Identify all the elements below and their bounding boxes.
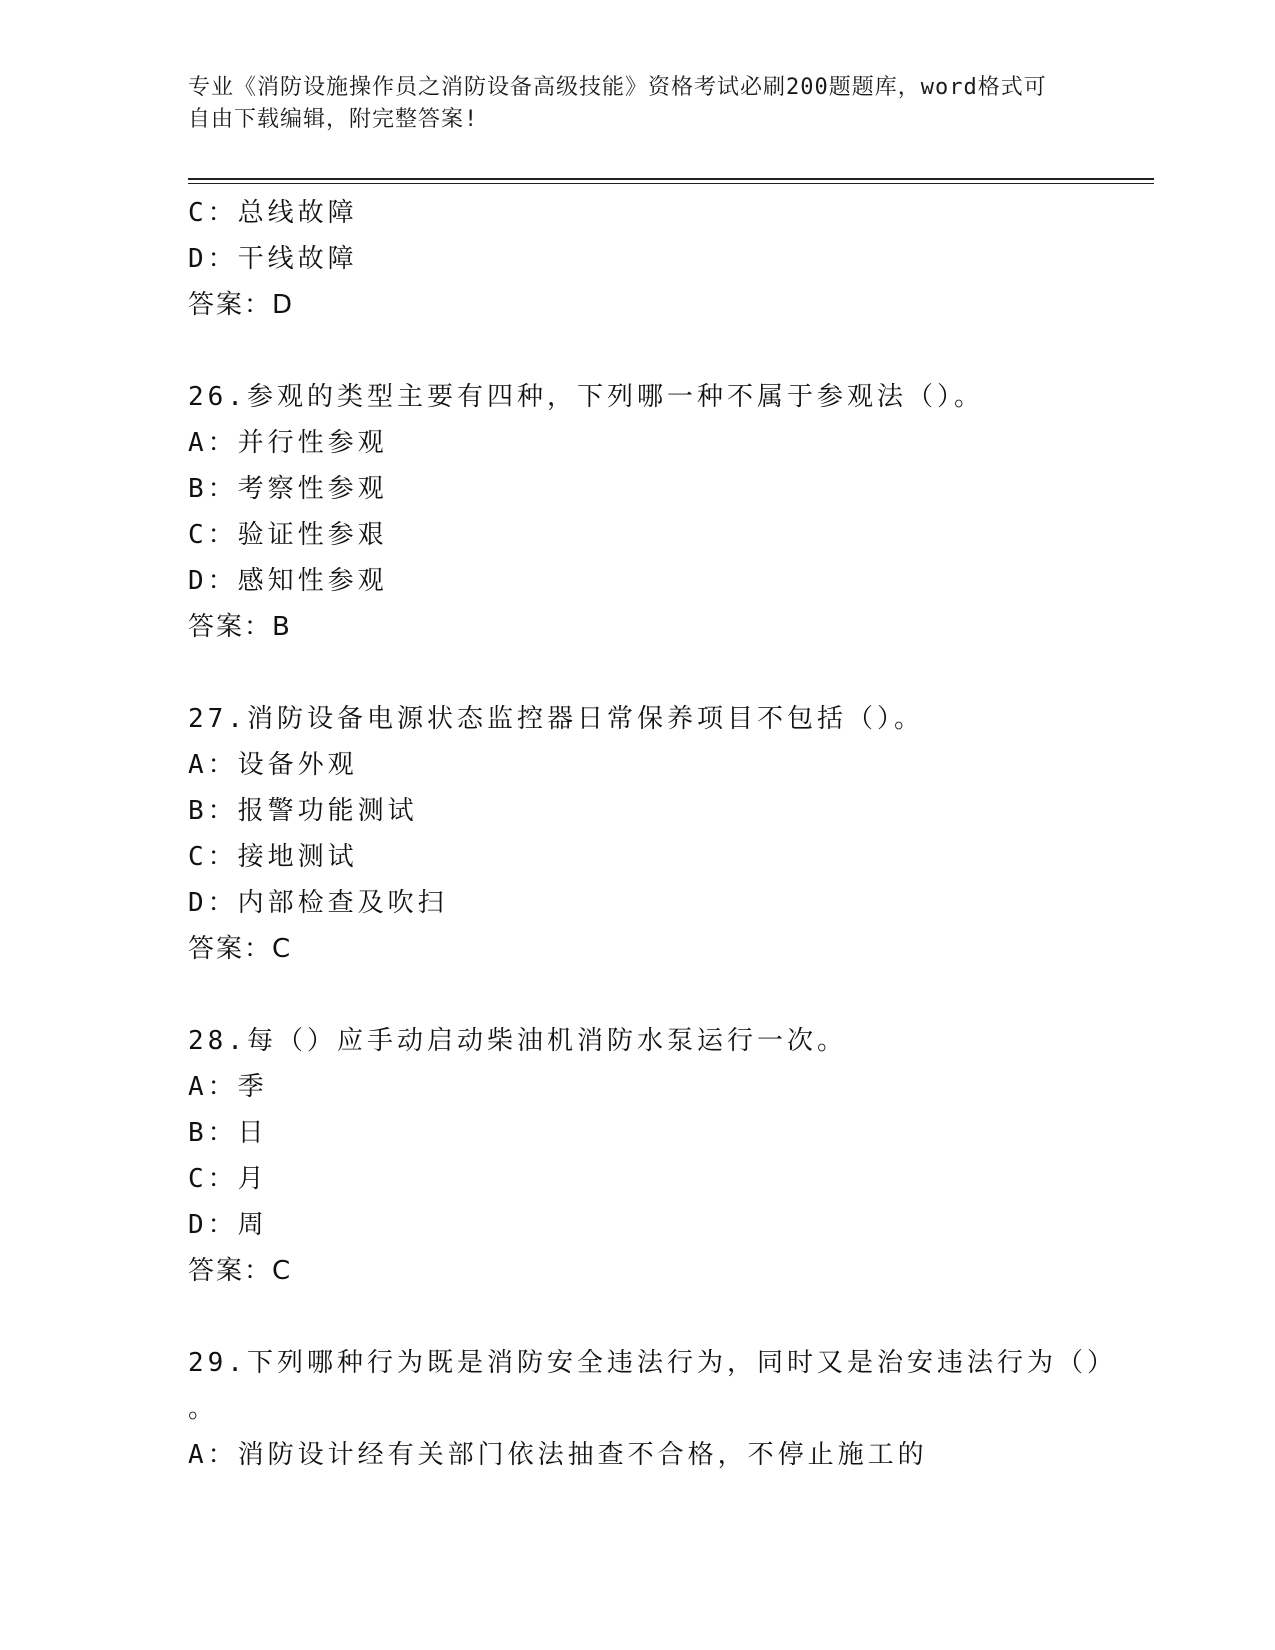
page-header: 专业《消防设施操作员之消防设备高级技能》资格考试必刷200题题库，word格式可自由下载编辑，附完整答案! <box>188 75 1047 132</box>
option-c: C：接地测试 <box>188 842 358 872</box>
option-b: B：日 <box>188 1118 268 1148</box>
question-text: 29.下列哪种行为既是消防安全违法行为，同时又是治安违法行为（） <box>188 1348 1117 1378</box>
question-text: 26.参观的类型主要有四种，下列哪一种不属于参观法（）。 <box>188 382 984 412</box>
option-c: C：月 <box>188 1164 268 1194</box>
option-d: D：感知性参观 <box>188 566 388 596</box>
question-text-tail: 。 <box>188 1394 215 1424</box>
answer: 答案：B <box>188 612 292 642</box>
option-d: D：内部检查及吹扫 <box>188 888 448 918</box>
option-d: D：干线故障 <box>188 244 358 274</box>
question-28 <box>188 1018 1154 1294</box>
option-a: A：季 <box>188 1072 268 1102</box>
option-c: C：验证性参艰 <box>188 520 388 550</box>
question-list <box>188 190 1154 1478</box>
question-text: 27.消防设备电源状态监控器日常保养项目不包括（）。 <box>188 704 924 734</box>
question-26 <box>188 374 1154 650</box>
question-27 <box>188 696 1154 972</box>
question-29 <box>188 1340 1154 1478</box>
question-25-continued <box>188 190 1154 328</box>
option-a: A：并行性参观 <box>188 428 388 458</box>
answer: 答案：C <box>188 1256 293 1286</box>
option-a: A：设备外观 <box>188 750 358 780</box>
option-b: B：考察性参观 <box>188 474 388 504</box>
header-divider-thin <box>188 183 1154 184</box>
option-b: B：报警功能测试 <box>188 796 418 826</box>
question-text: 28.每（）应手动启动柴油机消防水泵运行一次。 <box>188 1026 847 1056</box>
answer: 答案：D <box>188 290 295 320</box>
option-a: A：消防设计经有关部门依法抽查不合格，不停止施工的 <box>188 1440 928 1470</box>
option-c: C：总线故障 <box>188 198 358 228</box>
answer: 答案：C <box>188 934 293 964</box>
header-divider <box>188 178 1154 180</box>
option-d: D：周 <box>188 1210 268 1240</box>
